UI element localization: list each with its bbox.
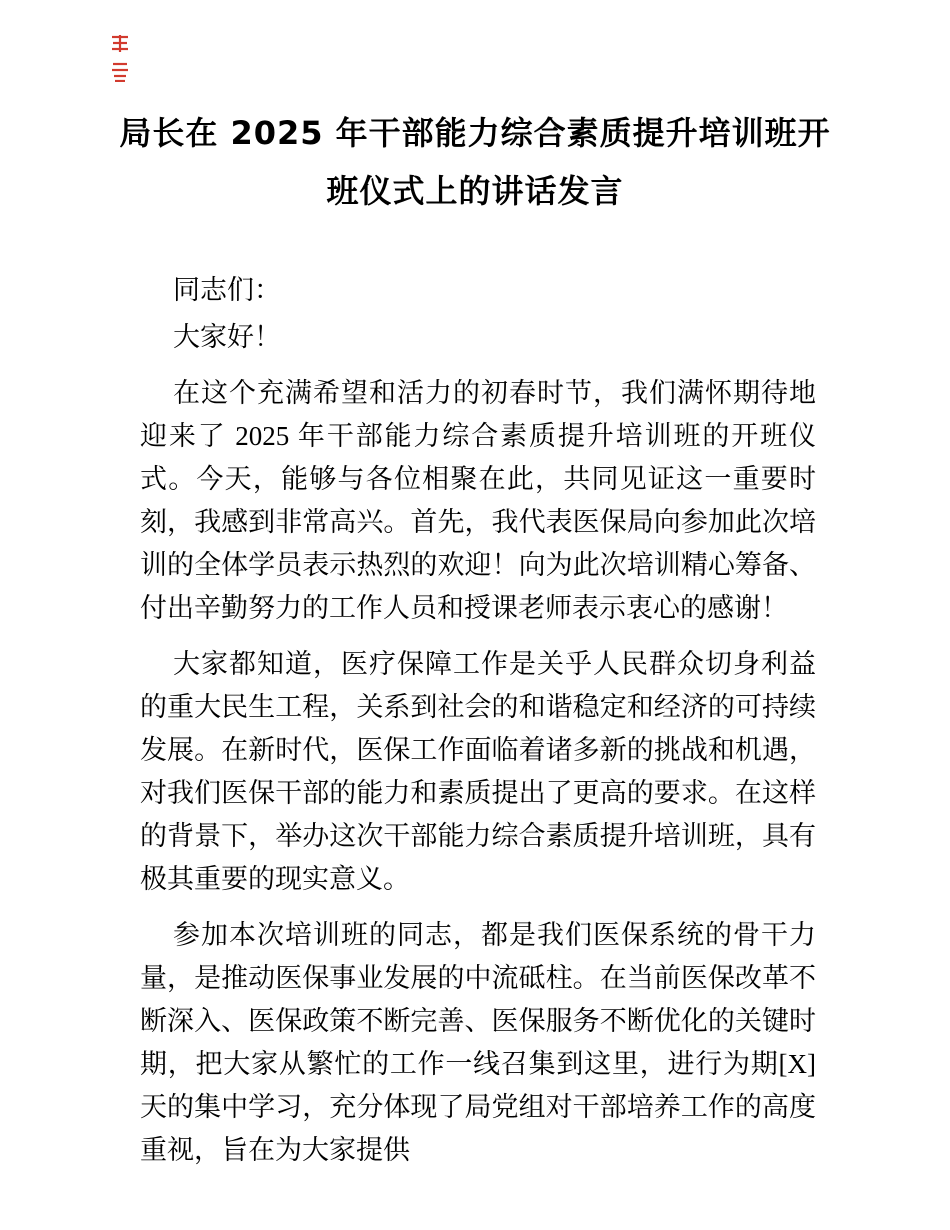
- body-paragraph: 参加本次培训班的同志，都是我们医保系统的骨干力量，是推动医保事业发展的中流砥柱。在当前医保改革不断深入、医保政策不断完善、医保服务不断优化的关键时期，把大家从繁忙的工作一线召集到这里，进行为期[X]天的集中学习，充分体现了局党组对干部培养工作的高度重视，旨在为大家提供: [140, 920, 816, 1165]
- body-paragraph: 大家都知道，医疗保障工作是关乎人民群众切身利益的重大民生工程，关系到社会的和谐稳定和经济的可持续发展。在新时代，医保工作面临着诸多新的挑战和机遇，对我们医保干部的能力和素质提出了更高的要求。在这样的背景下，举办这次干部能力综合素质提升培训班，具有极其重要的现实意义。: [140, 649, 816, 894]
- salutation-line: 同志们：: [173, 275, 281, 305]
- page-title-line-2: 班仪式上的讲话发言: [326, 172, 624, 210]
- page-title-line-1: 局长在 2025 年干部能力综合素质提升培训班开: [119, 114, 831, 152]
- red-stamp-icon: [110, 33, 130, 54]
- document-body: [0, 269, 950, 1172]
- red-stamp-icon: [110, 61, 130, 82]
- greeting-line: 大家好！: [173, 322, 281, 352]
- page-title: [0, 0, 950, 220]
- body-paragraph: 在这个充满希望和活力的初春时节，我们满怀期待地迎来了 2025 年干部能力综合素质提升培训班的开班仪式。今天，能够与各位相聚在此，共同见证这一重要时刻，我感到非常高兴。首先，我代表医保局向参加此次培训的全体学员表示热烈的欢迎！向为此次培训精心筹备、付出辛勤努力的工作人员和授课老师表示衷心的感谢！: [140, 378, 816, 623]
